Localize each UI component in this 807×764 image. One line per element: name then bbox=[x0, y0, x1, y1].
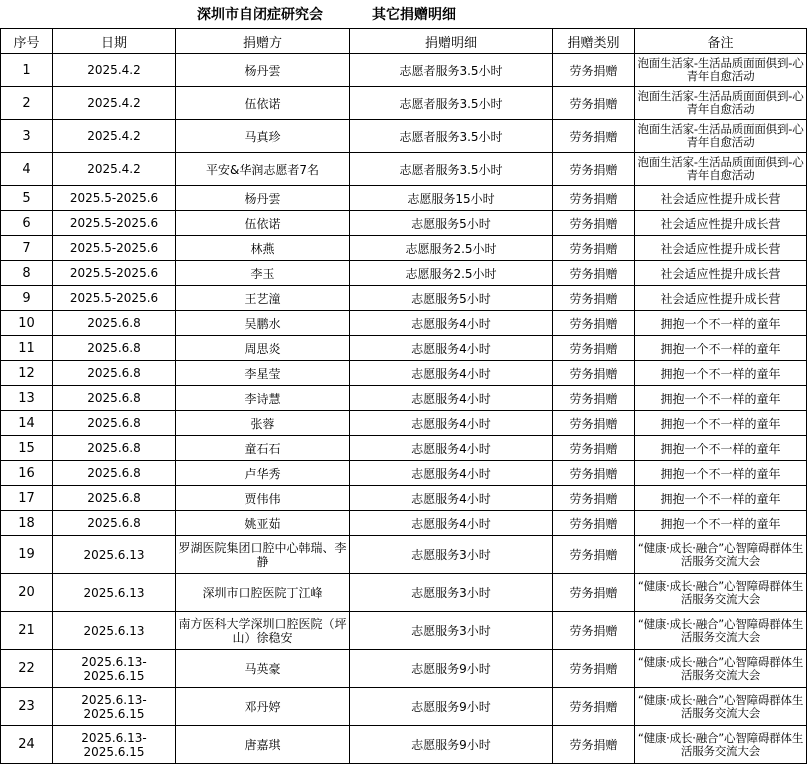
table-row bbox=[1, 211, 807, 236]
cell-detail: 志愿服务4小时 bbox=[350, 436, 553, 461]
cell-date: 2025.6.8 bbox=[53, 461, 176, 486]
cell-date: 2025.5-2025.6 bbox=[53, 261, 176, 286]
cell-detail: 志愿者服务3.5小时 bbox=[350, 54, 553, 87]
table-row bbox=[1, 726, 807, 764]
cell-category: 劳务捐赠 bbox=[553, 688, 635, 726]
table-row bbox=[1, 574, 807, 612]
cell-seq: 19 bbox=[1, 536, 53, 574]
cell-donor: 吴鹏水 bbox=[176, 311, 350, 336]
cell-seq: 16 bbox=[1, 461, 53, 486]
cell-note: “健康·成长·融合”心智障碍群体生活服务交流大会 bbox=[635, 574, 807, 612]
cell-note: 拥抱一个不一样的童年 bbox=[635, 361, 807, 386]
cell-detail: 志愿者服务3.5小时 bbox=[350, 120, 553, 153]
cell-detail: 志愿者服务3.5小时 bbox=[350, 87, 553, 120]
cell-detail: 志愿服务3小时 bbox=[350, 574, 553, 612]
cell-donor: 伍依诺 bbox=[176, 87, 350, 120]
cell-detail: 志愿服务15小时 bbox=[350, 186, 553, 211]
cell-donor: 贾伟伟 bbox=[176, 486, 350, 511]
cell-note: “健康·成长·融合”心智障碍群体生活服务交流大会 bbox=[635, 688, 807, 726]
table-row bbox=[1, 612, 807, 650]
cell-category: 劳务捐赠 bbox=[553, 211, 635, 236]
cell-category: 劳务捐赠 bbox=[553, 336, 635, 361]
cell-seq: 3 bbox=[1, 120, 53, 153]
cell-date: 2025.4.2 bbox=[53, 87, 176, 120]
table-row bbox=[1, 186, 807, 211]
cell-donor: 平安&华润志愿者7名 bbox=[176, 153, 350, 186]
column-header-seq: 序号 bbox=[1, 29, 53, 54]
table-row bbox=[1, 87, 807, 120]
cell-date: 2025.6.13-2025.6.15 bbox=[53, 650, 176, 688]
cell-detail: 志愿服务3小时 bbox=[350, 612, 553, 650]
cell-detail: 志愿服务4小时 bbox=[350, 361, 553, 386]
cell-note: 泡面生活家-生活品质面面俱到-心青年自愈活动 bbox=[635, 87, 807, 120]
cell-donor: 杨丹雲 bbox=[176, 186, 350, 211]
cell-category: 劳务捐赠 bbox=[553, 436, 635, 461]
cell-category: 劳务捐赠 bbox=[553, 461, 635, 486]
cell-category: 劳务捐赠 bbox=[553, 726, 635, 764]
header-row bbox=[1, 29, 807, 54]
cell-date: 2025.6.8 bbox=[53, 386, 176, 411]
cell-donor: 李诗慧 bbox=[176, 386, 350, 411]
cell-note: 泡面生活家-生活品质面面俱到-心青年自愈活动 bbox=[635, 54, 807, 87]
cell-note: 社会适应性提升成长营 bbox=[635, 286, 807, 311]
cell-category: 劳务捐赠 bbox=[553, 87, 635, 120]
cell-category: 劳务捐赠 bbox=[553, 511, 635, 536]
cell-seq: 14 bbox=[1, 411, 53, 436]
cell-category: 劳务捐赠 bbox=[553, 536, 635, 574]
cell-donor: 李星莹 bbox=[176, 361, 350, 386]
table-row bbox=[1, 120, 807, 153]
cell-donor: 马英豪 bbox=[176, 650, 350, 688]
cell-date: 2025.6.13 bbox=[53, 536, 176, 574]
table-row bbox=[1, 436, 807, 461]
cell-date: 2025.5-2025.6 bbox=[53, 286, 176, 311]
cell-donor: 张蓉 bbox=[176, 411, 350, 436]
cell-category: 劳务捐赠 bbox=[553, 286, 635, 311]
cell-category: 劳务捐赠 bbox=[553, 574, 635, 612]
table-row bbox=[1, 336, 807, 361]
table-row bbox=[1, 311, 807, 336]
cell-date: 2025.4.2 bbox=[53, 120, 176, 153]
cell-category: 劳务捐赠 bbox=[553, 236, 635, 261]
cell-note: “健康·成长·融合”心智障碍群体生活服务交流大会 bbox=[635, 650, 807, 688]
cell-donor: 罗湖医院集团口腔中心韩瑞、李静 bbox=[176, 536, 350, 574]
cell-detail: 志愿服务4小时 bbox=[350, 311, 553, 336]
cell-seq: 6 bbox=[1, 211, 53, 236]
cell-detail: 志愿服务4小时 bbox=[350, 486, 553, 511]
cell-category: 劳务捐赠 bbox=[553, 411, 635, 436]
page-title bbox=[0, 0, 807, 28]
cell-seq: 18 bbox=[1, 511, 53, 536]
cell-note: 拥抱一个不一样的童年 bbox=[635, 336, 807, 361]
cell-seq: 9 bbox=[1, 286, 53, 311]
column-header-detail: 捐赠明细 bbox=[350, 29, 553, 54]
cell-seq: 22 bbox=[1, 650, 53, 688]
cell-category: 劳务捐赠 bbox=[553, 612, 635, 650]
cell-donor: 童石石 bbox=[176, 436, 350, 461]
cell-seq: 13 bbox=[1, 386, 53, 411]
cell-category: 劳务捐赠 bbox=[553, 261, 635, 286]
cell-seq: 21 bbox=[1, 612, 53, 650]
cell-date: 2025.6.8 bbox=[53, 486, 176, 511]
cell-category: 劳务捐赠 bbox=[553, 153, 635, 186]
cell-donor: 邓丹婷 bbox=[176, 688, 350, 726]
cell-note: 拥抱一个不一样的童年 bbox=[635, 486, 807, 511]
cell-seq: 20 bbox=[1, 574, 53, 612]
cell-donor: 周思炎 bbox=[176, 336, 350, 361]
cell-note: 拥抱一个不一样的童年 bbox=[635, 411, 807, 436]
cell-donor: 林燕 bbox=[176, 236, 350, 261]
cell-seq: 24 bbox=[1, 726, 53, 764]
cell-category: 劳务捐赠 bbox=[553, 120, 635, 153]
table-row bbox=[1, 236, 807, 261]
cell-detail: 志愿服务9小时 bbox=[350, 688, 553, 726]
cell-category: 劳务捐赠 bbox=[553, 650, 635, 688]
cell-detail: 志愿服务5小时 bbox=[350, 286, 553, 311]
cell-date: 2025.6.8 bbox=[53, 361, 176, 386]
cell-date: 2025.6.13 bbox=[53, 574, 176, 612]
cell-note: “健康·成长·融合”心智障碍群体生活服务交流大会 bbox=[635, 726, 807, 764]
cell-date: 2025.6.13-2025.6.15 bbox=[53, 688, 176, 726]
table-row bbox=[1, 361, 807, 386]
cell-note: 社会适应性提升成长营 bbox=[635, 236, 807, 261]
cell-detail: 志愿服务4小时 bbox=[350, 386, 553, 411]
cell-date: 2025.5-2025.6 bbox=[53, 211, 176, 236]
cell-seq: 11 bbox=[1, 336, 53, 361]
cell-category: 劳务捐赠 bbox=[553, 311, 635, 336]
cell-seq: 1 bbox=[1, 54, 53, 87]
cell-detail: 志愿服务9小时 bbox=[350, 726, 553, 764]
table-row bbox=[1, 486, 807, 511]
cell-note: 拥抱一个不一样的童年 bbox=[635, 511, 807, 536]
cell-date: 2025.6.8 bbox=[53, 511, 176, 536]
cell-note: 拥抱一个不一样的童年 bbox=[635, 386, 807, 411]
cell-seq: 2 bbox=[1, 87, 53, 120]
column-header-category: 捐赠类别 bbox=[553, 29, 635, 54]
donation-table bbox=[0, 28, 807, 764]
cell-date: 2025.4.2 bbox=[53, 54, 176, 87]
cell-detail: 志愿服务4小时 bbox=[350, 511, 553, 536]
cell-donor: 杨丹雲 bbox=[176, 54, 350, 87]
column-header-note: 备注 bbox=[635, 29, 807, 54]
cell-note: 泡面生活家-生活品质面面俱到-心青年自愈活动 bbox=[635, 153, 807, 186]
cell-donor: 南方医科大学深圳口腔医院（坪山）徐稳安 bbox=[176, 612, 350, 650]
cell-detail: 志愿者服务3.5小时 bbox=[350, 153, 553, 186]
cell-seq: 8 bbox=[1, 261, 53, 286]
column-header-donor: 捐赠方 bbox=[176, 29, 350, 54]
cell-note: 拥抱一个不一样的童年 bbox=[635, 436, 807, 461]
table-row bbox=[1, 286, 807, 311]
table-row bbox=[1, 411, 807, 436]
cell-note: 拥抱一个不一样的童年 bbox=[635, 311, 807, 336]
cell-date: 2025.6.13-2025.6.15 bbox=[53, 726, 176, 764]
cell-seq: 23 bbox=[1, 688, 53, 726]
cell-seq: 17 bbox=[1, 486, 53, 511]
cell-seq: 10 bbox=[1, 311, 53, 336]
cell-category: 劳务捐赠 bbox=[553, 54, 635, 87]
cell-seq: 7 bbox=[1, 236, 53, 261]
table-row bbox=[1, 54, 807, 87]
cell-donor: 姚亚茹 bbox=[176, 511, 350, 536]
cell-category: 劳务捐赠 bbox=[553, 186, 635, 211]
table-row bbox=[1, 688, 807, 726]
table-row bbox=[1, 153, 807, 186]
cell-date: 2025.6.13 bbox=[53, 612, 176, 650]
cell-note: 社会适应性提升成长营 bbox=[635, 186, 807, 211]
cell-note: 社会适应性提升成长营 bbox=[635, 211, 807, 236]
cell-detail: 志愿服务3小时 bbox=[350, 536, 553, 574]
cell-donor: 深圳市口腔医院丁江峰 bbox=[176, 574, 350, 612]
cell-date: 2025.6.8 bbox=[53, 336, 176, 361]
cell-seq: 5 bbox=[1, 186, 53, 211]
column-header-date: 日期 bbox=[53, 29, 176, 54]
table-row bbox=[1, 536, 807, 574]
cell-note: 拥抱一个不一样的童年 bbox=[635, 461, 807, 486]
cell-seq: 4 bbox=[1, 153, 53, 186]
cell-seq: 12 bbox=[1, 361, 53, 386]
cell-donor: 唐嘉琪 bbox=[176, 726, 350, 764]
table-subtitle: 其它捐赠明细 bbox=[372, 7, 456, 23]
cell-date: 2025.4.2 bbox=[53, 153, 176, 186]
table-row bbox=[1, 386, 807, 411]
cell-donor: 王艺潼 bbox=[176, 286, 350, 311]
organization-title: 深圳市自闭症研究会 bbox=[197, 7, 323, 23]
cell-donor: 伍依诺 bbox=[176, 211, 350, 236]
cell-category: 劳务捐赠 bbox=[553, 486, 635, 511]
cell-category: 劳务捐赠 bbox=[553, 361, 635, 386]
cell-note: 社会适应性提升成长营 bbox=[635, 261, 807, 286]
table-row bbox=[1, 511, 807, 536]
cell-note: “健康·成长·融合”心智障碍群体生活服务交流大会 bbox=[635, 612, 807, 650]
cell-donor: 李玉 bbox=[176, 261, 350, 286]
cell-donor: 卢华秀 bbox=[176, 461, 350, 486]
cell-detail: 志愿服务2.5小时 bbox=[350, 236, 553, 261]
cell-detail: 志愿服务4小时 bbox=[350, 461, 553, 486]
cell-detail: 志愿服务2.5小时 bbox=[350, 261, 553, 286]
cell-date: 2025.5-2025.6 bbox=[53, 186, 176, 211]
cell-date: 2025.6.8 bbox=[53, 311, 176, 336]
table-body bbox=[1, 54, 807, 764]
table-row bbox=[1, 650, 807, 688]
cell-date: 2025.5-2025.6 bbox=[53, 236, 176, 261]
cell-detail: 志愿服务4小时 bbox=[350, 411, 553, 436]
table-row bbox=[1, 461, 807, 486]
cell-donor: 马真珍 bbox=[176, 120, 350, 153]
cell-note: 泡面生活家-生活品质面面俱到-心青年自愈活动 bbox=[635, 120, 807, 153]
cell-detail: 志愿服务9小时 bbox=[350, 650, 553, 688]
cell-detail: 志愿服务4小时 bbox=[350, 336, 553, 361]
cell-seq: 15 bbox=[1, 436, 53, 461]
cell-detail: 志愿服务5小时 bbox=[350, 211, 553, 236]
cell-date: 2025.6.8 bbox=[53, 436, 176, 461]
table-row bbox=[1, 261, 807, 286]
cell-date: 2025.6.8 bbox=[53, 411, 176, 436]
cell-note: “健康·成长·融合”心智障碍群体生活服务交流大会 bbox=[635, 536, 807, 574]
cell-category: 劳务捐赠 bbox=[553, 386, 635, 411]
